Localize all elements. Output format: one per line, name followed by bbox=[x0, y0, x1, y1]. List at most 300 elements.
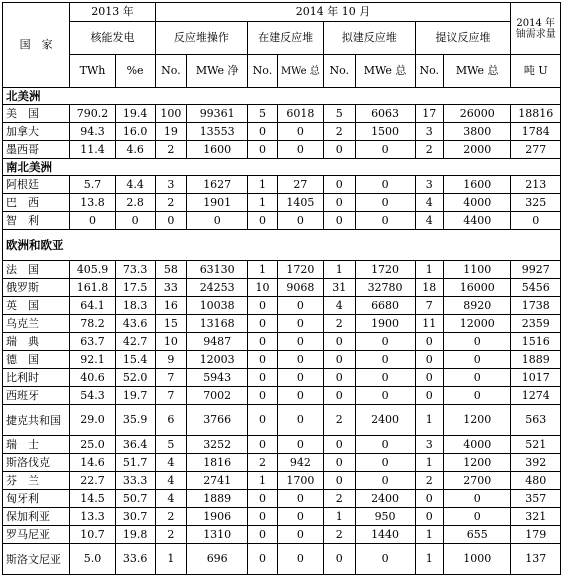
planned-mwe-cell: 0 bbox=[355, 212, 415, 230]
proposed-mwe-cell: 0 bbox=[443, 387, 510, 405]
proposed-no-cell: 18 bbox=[415, 279, 443, 297]
twh-cell: 63.7 bbox=[70, 333, 115, 351]
operable-mwe-cell: 63130 bbox=[187, 261, 248, 279]
table-row bbox=[3, 387, 561, 405]
country-name-cell: 捷克共和国 bbox=[3, 405, 70, 436]
table-row bbox=[3, 297, 561, 315]
table-row bbox=[3, 454, 561, 472]
operable-no-cell: 7 bbox=[155, 387, 187, 405]
operable-no-cell: 19 bbox=[155, 123, 187, 141]
construction-mwe-cell: 1700 bbox=[277, 472, 323, 490]
planned-no-cell: 4 bbox=[324, 297, 356, 315]
planned-mwe-cell: 1500 bbox=[355, 123, 415, 141]
construction-no-cell: 0 bbox=[248, 141, 277, 159]
percent-cell: 35.9 bbox=[115, 405, 155, 436]
proposed-mwe-cell: 8920 bbox=[443, 297, 510, 315]
construction-no-cell: 10 bbox=[248, 279, 277, 297]
planned-mwe-cell: 2400 bbox=[355, 405, 415, 436]
planned-no-cell: 0 bbox=[324, 194, 356, 212]
operable-mwe-cell: 1906 bbox=[187, 508, 248, 526]
twh-cell: 29.0 bbox=[70, 405, 115, 436]
construction-mwe-cell: 0 bbox=[277, 387, 323, 405]
operable-mwe-cell: 5943 bbox=[187, 369, 248, 387]
proposed-mwe-cell: 12000 bbox=[443, 315, 510, 333]
section-header-row bbox=[3, 159, 561, 176]
construction-mwe-cell: 1720 bbox=[277, 261, 323, 279]
percent-cell: 15.4 bbox=[115, 351, 155, 369]
operable-mwe-cell: 0 bbox=[187, 212, 248, 230]
construction-no-cell: 1 bbox=[248, 472, 277, 490]
uranium-cell: 521 bbox=[511, 436, 561, 454]
operable-mwe-cell: 10038 bbox=[187, 297, 248, 315]
operable-no-cell: 16 bbox=[155, 297, 187, 315]
twh-cell: 405.9 bbox=[70, 261, 115, 279]
planned-no-cell: 2 bbox=[324, 526, 356, 544]
uranium-cell: 392 bbox=[511, 454, 561, 472]
proposed-no-cell: 1 bbox=[415, 261, 443, 279]
country-name-cell: 俄罗斯 bbox=[3, 279, 70, 297]
construction-mwe-cell: 0 bbox=[277, 490, 323, 508]
construction-mwe-cell: 0 bbox=[277, 141, 323, 159]
operable-no-cell: 4 bbox=[155, 454, 187, 472]
operable-reactors-header: 反应堆操作 bbox=[155, 22, 248, 55]
planned-no-cell: 5 bbox=[324, 105, 356, 123]
uranium-cell: 137 bbox=[511, 544, 561, 575]
operable-mwe-cell: 24253 bbox=[187, 279, 248, 297]
percent-cell: 2.8 bbox=[115, 194, 155, 212]
planned-mwe-cell: 0 bbox=[355, 387, 415, 405]
construction-mwe-cell: 6018 bbox=[277, 105, 323, 123]
country-name-cell: 乌克兰 bbox=[3, 315, 70, 333]
unit-no: No. bbox=[324, 55, 356, 88]
uranium-cell: 0 bbox=[511, 212, 561, 230]
proposed-mwe-cell: 0 bbox=[443, 369, 510, 387]
twh-cell: 94.3 bbox=[70, 123, 115, 141]
twh-cell: 92.1 bbox=[70, 351, 115, 369]
construction-no-cell: 0 bbox=[248, 333, 277, 351]
construction-mwe-cell: 942 bbox=[277, 454, 323, 472]
operable-mwe-cell: 696 bbox=[187, 544, 248, 575]
country-name-cell: 瑞 士 bbox=[3, 436, 70, 454]
construction-mwe-cell: 0 bbox=[277, 351, 323, 369]
country-name-cell: 巴 西 bbox=[3, 194, 70, 212]
construction-no-cell: 0 bbox=[248, 405, 277, 436]
twh-cell: 54.3 bbox=[70, 387, 115, 405]
country-name-cell: 芬 兰 bbox=[3, 472, 70, 490]
proposed-no-cell: 4 bbox=[415, 212, 443, 230]
section-header-row bbox=[3, 230, 561, 261]
operable-mwe-cell: 1600 bbox=[187, 141, 248, 159]
table-row bbox=[3, 279, 561, 297]
table-row bbox=[3, 472, 561, 490]
section-title: 欧洲和欧亚 bbox=[3, 230, 561, 261]
country-name-cell: 英 国 bbox=[3, 297, 70, 315]
table-row bbox=[3, 123, 561, 141]
planned-no-cell: 1 bbox=[324, 508, 356, 526]
uranium-cell: 357 bbox=[511, 490, 561, 508]
planned-mwe-cell: 950 bbox=[355, 508, 415, 526]
operable-mwe-cell: 1901 bbox=[187, 194, 248, 212]
construction-no-cell: 0 bbox=[248, 123, 277, 141]
table-row bbox=[3, 351, 561, 369]
proposed-mwe-cell: 3800 bbox=[443, 123, 510, 141]
planned-no-cell: 0 bbox=[324, 369, 356, 387]
operable-mwe-cell: 13168 bbox=[187, 315, 248, 333]
oct-2014-header: 2014 年 10 月 bbox=[155, 3, 511, 22]
twh-cell: 5.7 bbox=[70, 176, 115, 194]
percent-cell: 73.3 bbox=[115, 261, 155, 279]
proposed-mwe-cell: 0 bbox=[443, 508, 510, 526]
planned-no-cell: 0 bbox=[324, 351, 356, 369]
section-title: 南北美洲 bbox=[3, 159, 561, 176]
table-row bbox=[3, 333, 561, 351]
proposed-mwe-cell: 1000 bbox=[443, 544, 510, 575]
country-name-cell: 保加利亚 bbox=[3, 508, 70, 526]
proposed-no-cell: 2 bbox=[415, 141, 443, 159]
planned-mwe-cell: 32780 bbox=[355, 279, 415, 297]
year-2013-header: 2013 年 bbox=[70, 3, 155, 22]
planned-no-cell: 2 bbox=[324, 490, 356, 508]
table-row bbox=[3, 526, 561, 544]
nuclear-power-table bbox=[2, 2, 561, 575]
construction-mwe-cell: 0 bbox=[277, 405, 323, 436]
planned-mwe-cell: 0 bbox=[355, 194, 415, 212]
percent-cell: 0 bbox=[115, 212, 155, 230]
country-header: 国 家 bbox=[3, 3, 70, 88]
operable-no-cell: 15 bbox=[155, 315, 187, 333]
uranium-cell: 9927 bbox=[511, 261, 561, 279]
construction-mwe-cell: 0 bbox=[277, 212, 323, 230]
percent-cell: 30.7 bbox=[115, 508, 155, 526]
unit-mwe-gross: MWe 总 bbox=[277, 55, 323, 88]
uranium-cell: 1516 bbox=[511, 333, 561, 351]
planned-mwe-cell: 0 bbox=[355, 454, 415, 472]
percent-cell: 33.6 bbox=[115, 544, 155, 575]
operable-mwe-cell: 1889 bbox=[187, 490, 248, 508]
planned-no-cell: 0 bbox=[324, 387, 356, 405]
planned-no-cell: 1 bbox=[324, 261, 356, 279]
proposed-mwe-cell: 0 bbox=[443, 351, 510, 369]
unit-no: No. bbox=[155, 55, 187, 88]
construction-no-cell: 1 bbox=[248, 261, 277, 279]
percent-cell: 36.4 bbox=[115, 436, 155, 454]
percent-cell: 19.4 bbox=[115, 105, 155, 123]
proposed-no-cell: 3 bbox=[415, 123, 443, 141]
planned-mwe-cell: 0 bbox=[355, 436, 415, 454]
proposed-mwe-cell: 2000 bbox=[443, 141, 510, 159]
uranium-cell: 321 bbox=[511, 508, 561, 526]
uranium-cell: 1017 bbox=[511, 369, 561, 387]
operable-no-cell: 2 bbox=[155, 526, 187, 544]
operable-no-cell: 7 bbox=[155, 369, 187, 387]
percent-cell: 19.7 bbox=[115, 387, 155, 405]
proposed-no-cell: 1 bbox=[415, 526, 443, 544]
table-row bbox=[3, 405, 561, 436]
country-name-cell: 阿根廷 bbox=[3, 176, 70, 194]
operable-no-cell: 4 bbox=[155, 472, 187, 490]
uranium-cell: 1784 bbox=[511, 123, 561, 141]
twh-cell: 25.0 bbox=[70, 436, 115, 454]
construction-no-cell: 0 bbox=[248, 351, 277, 369]
nuclear-power-table-container bbox=[2, 2, 561, 575]
unit-mwe-gross: MWe 总 bbox=[355, 55, 415, 88]
percent-cell: 52.0 bbox=[115, 369, 155, 387]
operable-no-cell: 2 bbox=[155, 141, 187, 159]
planned-no-cell: 0 bbox=[324, 333, 356, 351]
construction-mwe-cell: 0 bbox=[277, 436, 323, 454]
unit-no: No. bbox=[248, 55, 277, 88]
unit-mwe-gross: MWe 总 bbox=[443, 55, 510, 88]
unit-percent-e: %e bbox=[115, 55, 155, 88]
operable-mwe-cell: 1627 bbox=[187, 176, 248, 194]
proposed-mwe-cell: 1600 bbox=[443, 176, 510, 194]
proposed-no-cell: 4 bbox=[415, 194, 443, 212]
table-row bbox=[3, 369, 561, 387]
uranium-cell: 1889 bbox=[511, 351, 561, 369]
proposed-mwe-cell: 2700 bbox=[443, 472, 510, 490]
planned-mwe-cell: 0 bbox=[355, 369, 415, 387]
percent-cell: 43.6 bbox=[115, 315, 155, 333]
planned-mwe-cell: 0 bbox=[355, 351, 415, 369]
proposed-mwe-cell: 1100 bbox=[443, 261, 510, 279]
proposed-no-cell: 1 bbox=[415, 454, 443, 472]
operable-mwe-cell: 12003 bbox=[187, 351, 248, 369]
twh-cell: 13.8 bbox=[70, 194, 115, 212]
twh-cell: 10.7 bbox=[70, 526, 115, 544]
uranium-cell: 325 bbox=[511, 194, 561, 212]
percent-cell: 18.3 bbox=[115, 297, 155, 315]
planned-mwe-cell: 0 bbox=[355, 333, 415, 351]
unit-tonnes-u: 吨 U bbox=[511, 55, 561, 88]
construction-no-cell: 0 bbox=[248, 387, 277, 405]
operable-no-cell: 6 bbox=[155, 405, 187, 436]
construction-no-cell: 0 bbox=[248, 508, 277, 526]
construction-mwe-cell: 0 bbox=[277, 526, 323, 544]
planned-mwe-cell: 2400 bbox=[355, 490, 415, 508]
planned-mwe-cell: 0 bbox=[355, 544, 415, 575]
country-name-cell: 法 国 bbox=[3, 261, 70, 279]
table-row bbox=[3, 436, 561, 454]
planned-no-cell: 0 bbox=[324, 472, 356, 490]
operable-no-cell: 100 bbox=[155, 105, 187, 123]
construction-no-cell: 0 bbox=[248, 544, 277, 575]
construction-mwe-cell: 1405 bbox=[277, 194, 323, 212]
percent-cell: 4.6 bbox=[115, 141, 155, 159]
planned-no-cell: 0 bbox=[324, 141, 356, 159]
section-title: 北美洲 bbox=[3, 88, 561, 105]
percent-cell: 17.5 bbox=[115, 279, 155, 297]
construction-mwe-cell: 9068 bbox=[277, 279, 323, 297]
operable-mwe-cell: 9487 bbox=[187, 333, 248, 351]
planned-no-cell: 0 bbox=[324, 454, 356, 472]
planned-no-cell: 2 bbox=[324, 315, 356, 333]
country-name-cell: 斯洛文尼亚 bbox=[3, 544, 70, 575]
proposed-mwe-cell: 1200 bbox=[443, 405, 510, 436]
table-header bbox=[3, 3, 561, 88]
planned-mwe-cell: 6063 bbox=[355, 105, 415, 123]
planned-mwe-cell: 6680 bbox=[355, 297, 415, 315]
proposed-reactors-header: 提议反应堆 bbox=[415, 22, 511, 55]
table-row bbox=[3, 141, 561, 159]
operable-mwe-cell: 1310 bbox=[187, 526, 248, 544]
uranium-cell: 213 bbox=[511, 176, 561, 194]
proposed-no-cell: 0 bbox=[415, 387, 443, 405]
construction-no-cell: 0 bbox=[248, 490, 277, 508]
construction-mwe-cell: 0 bbox=[277, 544, 323, 575]
table-row bbox=[3, 544, 561, 575]
construction-no-cell: 0 bbox=[248, 526, 277, 544]
twh-cell: 64.1 bbox=[70, 297, 115, 315]
twh-cell: 790.2 bbox=[70, 105, 115, 123]
twh-cell: 0 bbox=[70, 212, 115, 230]
operable-no-cell: 33 bbox=[155, 279, 187, 297]
operable-mwe-cell: 3766 bbox=[187, 405, 248, 436]
proposed-no-cell: 7 bbox=[415, 297, 443, 315]
operable-mwe-cell: 13553 bbox=[187, 123, 248, 141]
construction-mwe-cell: 0 bbox=[277, 508, 323, 526]
uranium-cell: 1738 bbox=[511, 297, 561, 315]
operable-mwe-cell: 1816 bbox=[187, 454, 248, 472]
construction-no-cell: 1 bbox=[248, 194, 277, 212]
twh-cell: 40.6 bbox=[70, 369, 115, 387]
proposed-no-cell: 0 bbox=[415, 490, 443, 508]
planned-no-cell: 2 bbox=[324, 123, 356, 141]
proposed-no-cell: 3 bbox=[415, 436, 443, 454]
proposed-mwe-cell: 26000 bbox=[443, 105, 510, 123]
table-row bbox=[3, 490, 561, 508]
proposed-no-cell: 1 bbox=[415, 405, 443, 436]
uranium-cell: 2359 bbox=[511, 315, 561, 333]
construction-mwe-cell: 0 bbox=[277, 297, 323, 315]
twh-cell: 14.6 bbox=[70, 454, 115, 472]
uranium-cell: 5456 bbox=[511, 279, 561, 297]
operable-no-cell: 1 bbox=[155, 544, 187, 575]
proposed-no-cell: 17 bbox=[415, 105, 443, 123]
country-name-cell: 美 国 bbox=[3, 105, 70, 123]
nuclear-generation-header: 核能发电 bbox=[70, 22, 155, 55]
proposed-mwe-cell: 0 bbox=[443, 490, 510, 508]
operable-mwe-cell: 99361 bbox=[187, 105, 248, 123]
operable-no-cell: 10 bbox=[155, 333, 187, 351]
country-name-cell: 斯洛伐克 bbox=[3, 454, 70, 472]
operable-no-cell: 9 bbox=[155, 351, 187, 369]
proposed-no-cell: 11 bbox=[415, 315, 443, 333]
percent-cell: 51.7 bbox=[115, 454, 155, 472]
construction-no-cell: 0 bbox=[248, 297, 277, 315]
uranium-cell: 18816 bbox=[511, 105, 561, 123]
proposed-mwe-cell: 1200 bbox=[443, 454, 510, 472]
construction-mwe-cell: 27 bbox=[277, 176, 323, 194]
percent-cell: 19.8 bbox=[115, 526, 155, 544]
planned-no-cell: 0 bbox=[324, 544, 356, 575]
country-name-cell: 比利时 bbox=[3, 369, 70, 387]
planned-mwe-cell: 1900 bbox=[355, 315, 415, 333]
planned-mwe-cell: 0 bbox=[355, 176, 415, 194]
planned-no-cell: 2 bbox=[324, 405, 356, 436]
uranium-cell: 480 bbox=[511, 472, 561, 490]
operable-mwe-cell: 2741 bbox=[187, 472, 248, 490]
percent-cell: 16.0 bbox=[115, 123, 155, 141]
table-body bbox=[3, 88, 561, 575]
section-header-row bbox=[3, 88, 561, 105]
planned-mwe-cell: 1440 bbox=[355, 526, 415, 544]
twh-cell: 5.0 bbox=[70, 544, 115, 575]
operable-mwe-cell: 7002 bbox=[187, 387, 248, 405]
construction-mwe-cell: 0 bbox=[277, 315, 323, 333]
proposed-mwe-cell: 4400 bbox=[443, 212, 510, 230]
country-name-cell: 智 利 bbox=[3, 212, 70, 230]
construction-no-cell: 0 bbox=[248, 212, 277, 230]
twh-cell: 78.2 bbox=[70, 315, 115, 333]
uranium-cell: 1274 bbox=[511, 387, 561, 405]
percent-cell: 42.7 bbox=[115, 333, 155, 351]
planned-mwe-cell: 1720 bbox=[355, 261, 415, 279]
construction-no-cell: 2 bbox=[248, 454, 277, 472]
unit-mwe-net: MWe 净 bbox=[187, 55, 248, 88]
percent-cell: 50.7 bbox=[115, 490, 155, 508]
under-construction-header: 在建反应堆 bbox=[248, 22, 324, 55]
operable-no-cell: 2 bbox=[155, 194, 187, 212]
operable-mwe-cell: 3252 bbox=[187, 436, 248, 454]
proposed-no-cell: 2 bbox=[415, 472, 443, 490]
twh-cell: 14.5 bbox=[70, 490, 115, 508]
country-name-cell: 瑞 典 bbox=[3, 333, 70, 351]
planned-reactors-header: 拟建反应堆 bbox=[324, 22, 416, 55]
planned-mwe-cell: 0 bbox=[355, 141, 415, 159]
operable-no-cell: 5 bbox=[155, 436, 187, 454]
proposed-no-cell: 0 bbox=[415, 369, 443, 387]
construction-mwe-cell: 0 bbox=[277, 333, 323, 351]
construction-no-cell: 0 bbox=[248, 315, 277, 333]
uranium-cell: 277 bbox=[511, 141, 561, 159]
proposed-no-cell: 0 bbox=[415, 351, 443, 369]
country-name-cell: 匈牙利 bbox=[3, 490, 70, 508]
twh-cell: 22.7 bbox=[70, 472, 115, 490]
table-row bbox=[3, 176, 561, 194]
table-row bbox=[3, 105, 561, 123]
table-row bbox=[3, 212, 561, 230]
uranium-cell: 563 bbox=[511, 405, 561, 436]
planned-no-cell: 0 bbox=[324, 212, 356, 230]
twh-cell: 161.8 bbox=[70, 279, 115, 297]
table-row bbox=[3, 508, 561, 526]
proposed-no-cell: 0 bbox=[415, 333, 443, 351]
country-name-cell: 墨西哥 bbox=[3, 141, 70, 159]
proposed-mwe-cell: 655 bbox=[443, 526, 510, 544]
twh-cell: 11.4 bbox=[70, 141, 115, 159]
country-name-cell: 加拿大 bbox=[3, 123, 70, 141]
planned-no-cell: 31 bbox=[324, 279, 356, 297]
twh-cell: 13.3 bbox=[70, 508, 115, 526]
planned-mwe-cell: 0 bbox=[355, 472, 415, 490]
country-name-cell: 德 国 bbox=[3, 351, 70, 369]
construction-no-cell: 5 bbox=[248, 105, 277, 123]
operable-no-cell: 2 bbox=[155, 508, 187, 526]
operable-no-cell: 3 bbox=[155, 176, 187, 194]
planned-no-cell: 0 bbox=[324, 436, 356, 454]
construction-no-cell: 0 bbox=[248, 436, 277, 454]
proposed-mwe-cell: 16000 bbox=[443, 279, 510, 297]
proposed-no-cell: 0 bbox=[415, 508, 443, 526]
unit-no: No. bbox=[415, 55, 443, 88]
proposed-mwe-cell: 0 bbox=[443, 333, 510, 351]
operable-no-cell: 58 bbox=[155, 261, 187, 279]
country-name-cell: 西班牙 bbox=[3, 387, 70, 405]
planned-no-cell: 0 bbox=[324, 176, 356, 194]
table-row bbox=[3, 261, 561, 279]
percent-cell: 4.4 bbox=[115, 176, 155, 194]
table-row bbox=[3, 315, 561, 333]
